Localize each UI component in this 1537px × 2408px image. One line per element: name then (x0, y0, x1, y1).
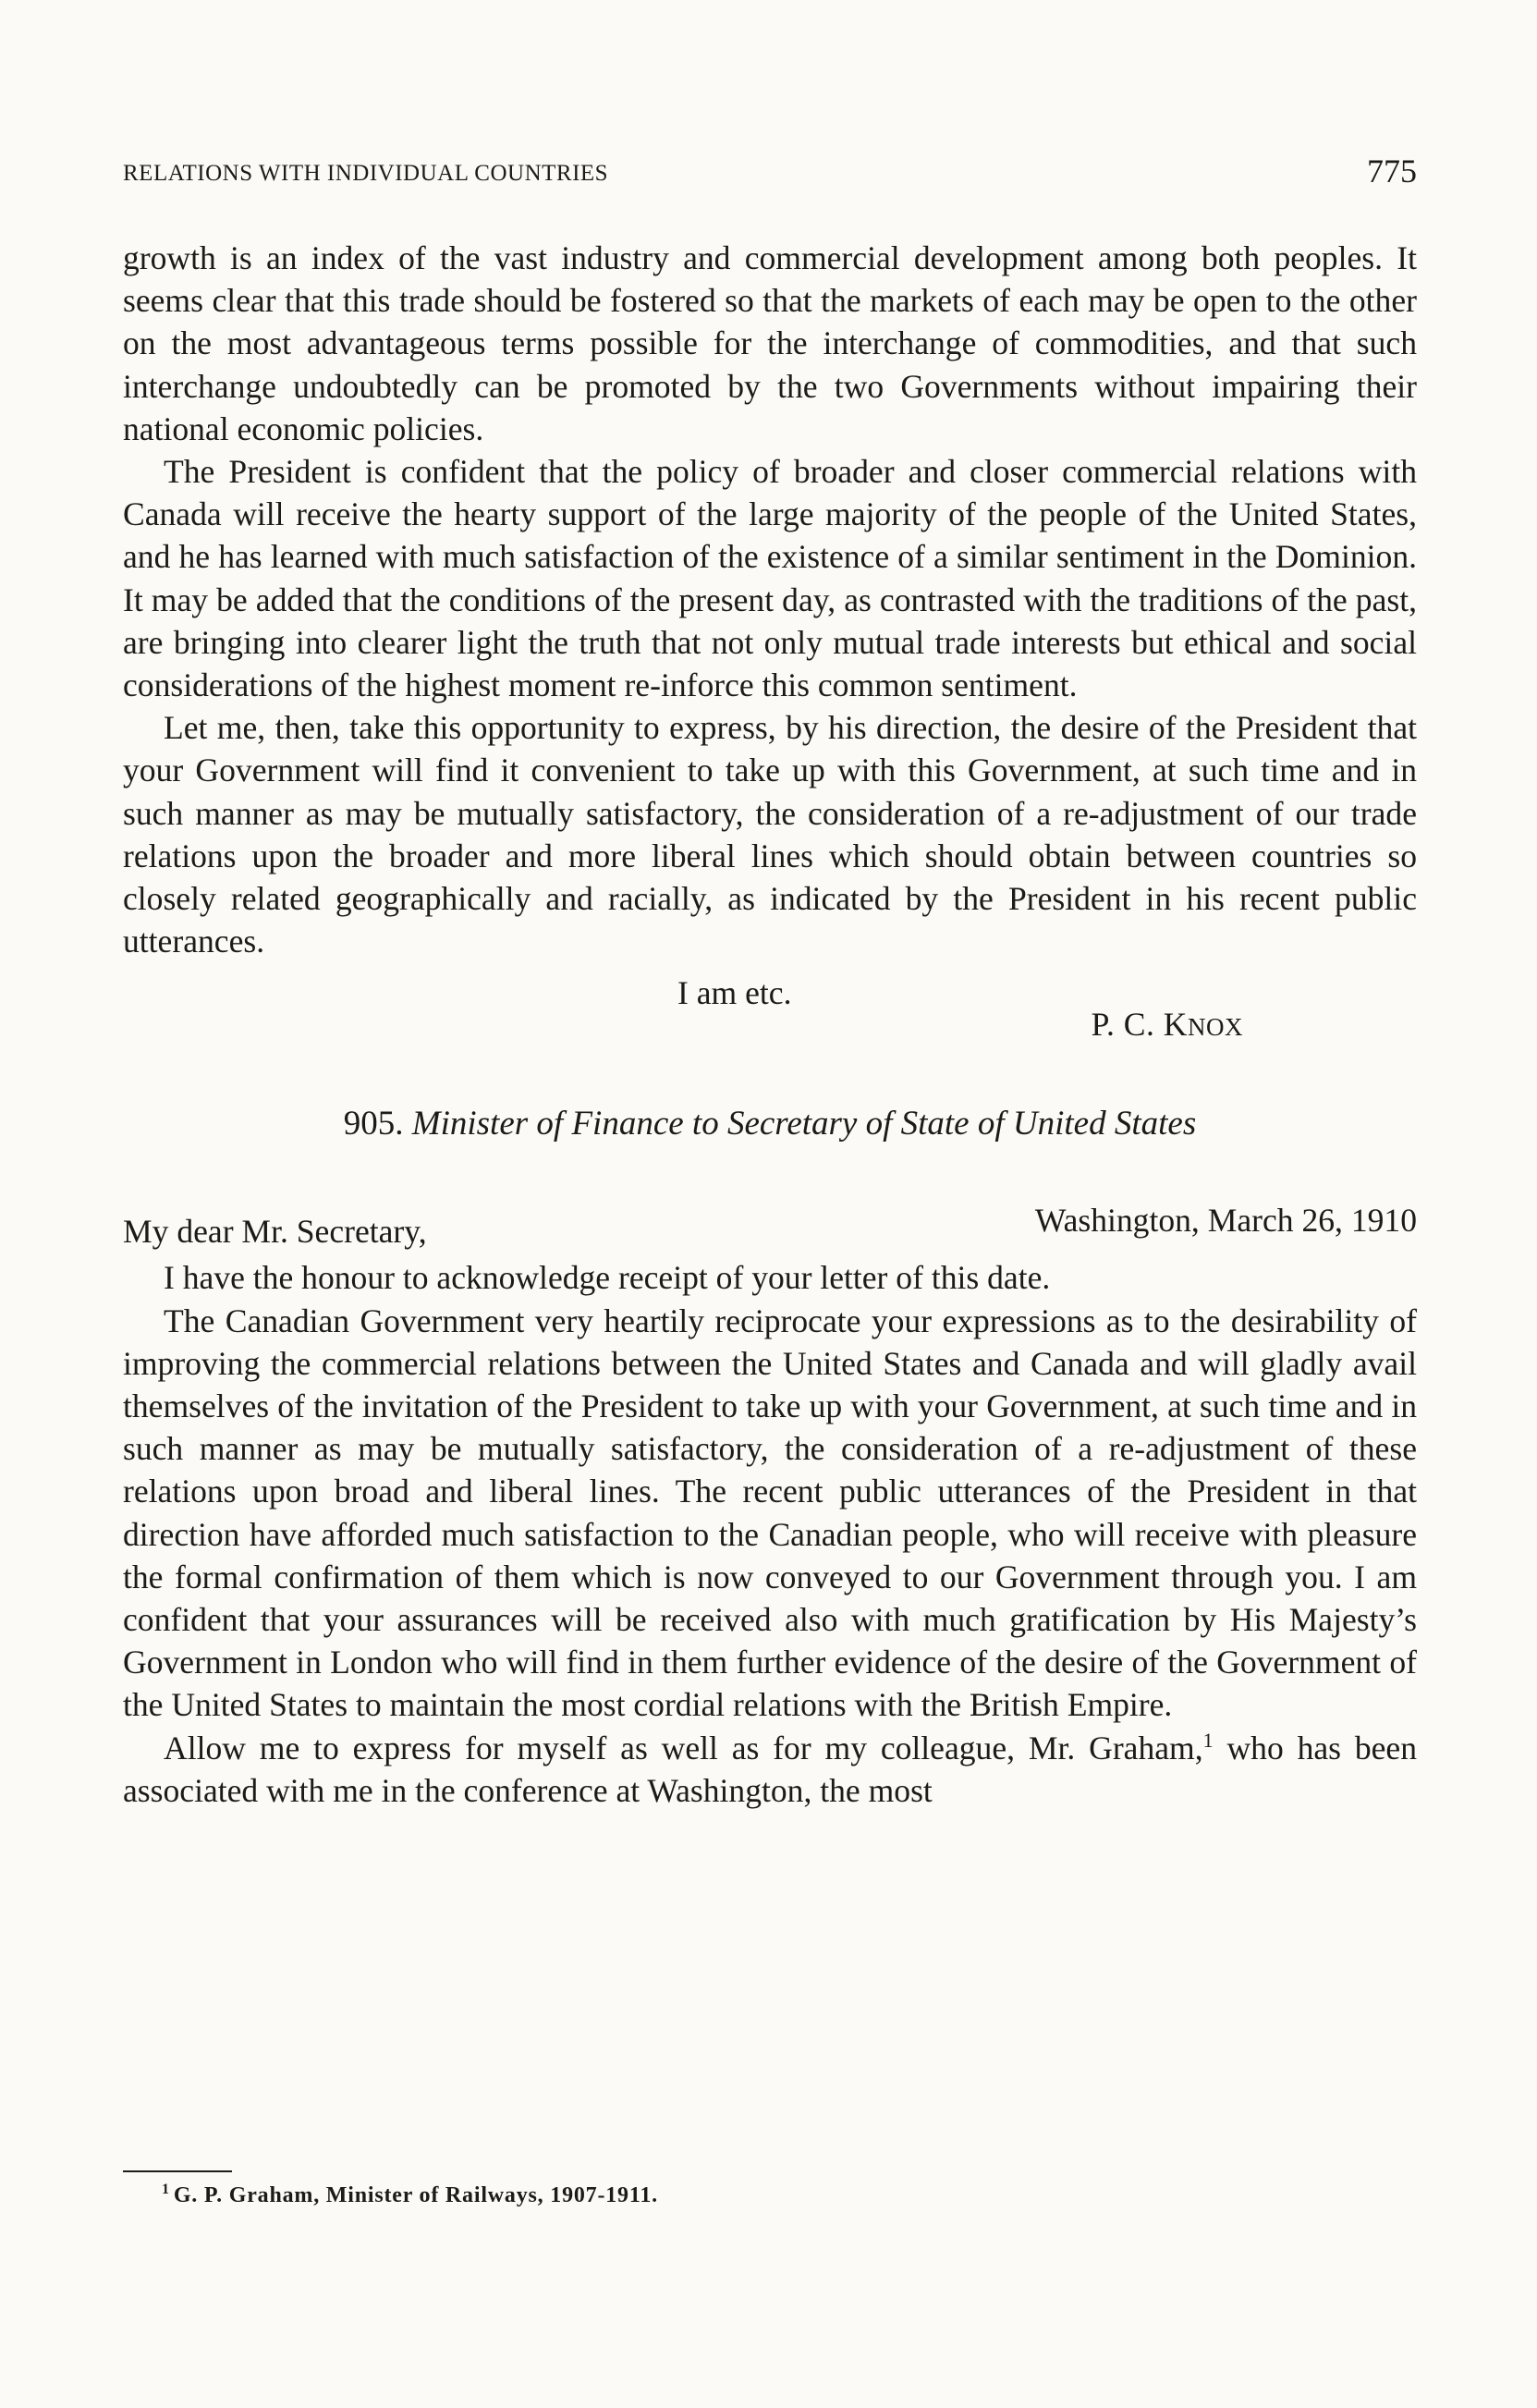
signature (1092, 1003, 1243, 1048)
document-number: 905. (343, 1105, 404, 1143)
running-head (123, 152, 1417, 192)
salutation-row (123, 1199, 1417, 1256)
footnote-reference: 1 (1202, 1728, 1214, 1752)
footnote-rule (123, 2170, 232, 2172)
letter1-paragraph-3: Let me, then, take this opportunity to express, by his direction, the desire of the President that your Government will find it convenient to take up with this Government, at such time and in such manner as may be mutually satisfactory, the consideration of a re-adjustment of our trade relations upon the broader and more liberal lines which should obtain between countries so closely related geographically and racially, as indicated by the President in his recent public utterances. (123, 709, 1417, 960)
footnote-text: G. P. Graham, Minister of Railways, 1907-1911. (173, 2183, 658, 2207)
page-number: 775 (1367, 153, 1417, 189)
dateline: Washington, March 26, 1910 (1034, 1202, 1417, 1240)
letter2-paragraph-3-start: Allow me to express for myself as well as for my colleague, Mr. Graham, (164, 1729, 1203, 1766)
salutation: My dear Mr. Secretary, (123, 1213, 427, 1251)
closing-block (123, 962, 1417, 1051)
document-heading (123, 1101, 1417, 1147)
letter2-paragraph-3 (123, 1727, 1417, 1812)
letter2-paragraph-2: The Canadian Government very heartily reciprocate your expressions as to the desirability of improving the commercial relations between the United States and Canada and will gladly avail themselves of the invitation of the President to take up with your Government, at such time and in such manner as may be mutually satisfactory, the consideration of a re-adjustment of these relations upon broad and liberal lines. The recent public utterances of the President in that direction have afforded much satisfaction to the Canadian people, who will receive with pleasure the formal confirmation of them which is now conveyed to our Government through you. I am confident that your assurances will be received also with much gratification by His Majesty’s Government in London who will find in them further evidence of the desire of the Government of the United States to maintain the most cordial relations with the British Empire. (123, 1302, 1417, 1724)
document-title: Minister of Finance to Secretary of State of United States (411, 1105, 1197, 1143)
body-text (123, 237, 1417, 1812)
letter1-paragraph-1: growth is an index of the vast industry and commercial development among both peoples. It seems clear that this trade should be fostered so that the markets of each may be open to the other on the most advantageous terms possible for the interchange of commodities, and that such interchange undoubtedly can be promoted by the two Governments without impairing their national economic policies. (123, 239, 1417, 447)
letter2-paragraph-1: I have the honour to acknowledge receipt of your letter of this date. (164, 1259, 1051, 1297)
letter1-paragraph-2: The President is confident that the policy of broader and closer commercial relations with Canada will receive the hearty support of the large majority of the people of the United States, and he has learned with much satisfaction of the existence of a similar sentiment in the Dominion. It may be added that the conditions of the present day, as contrasted with the traditions of the past, are bringing into clearer light the truth that not only mutual trade interests but ethical and social considerations of the highest moment re-inforce this common sentiment. (123, 453, 1417, 704)
complimentary-close: I am etc. (677, 974, 792, 1012)
signature-initials: P. C. K (1091, 1006, 1188, 1044)
footnote-marker: 1 (162, 2182, 170, 2197)
running-title: RELATIONS WITH INDIVIDUAL COUNTRIES (123, 161, 609, 186)
footnote (162, 2183, 658, 2208)
signature-small-caps: NOX (1188, 1013, 1243, 1042)
letter2-paragraph-3-end: who has been associated with me in the conference at Washington, the most (123, 1729, 1418, 1809)
